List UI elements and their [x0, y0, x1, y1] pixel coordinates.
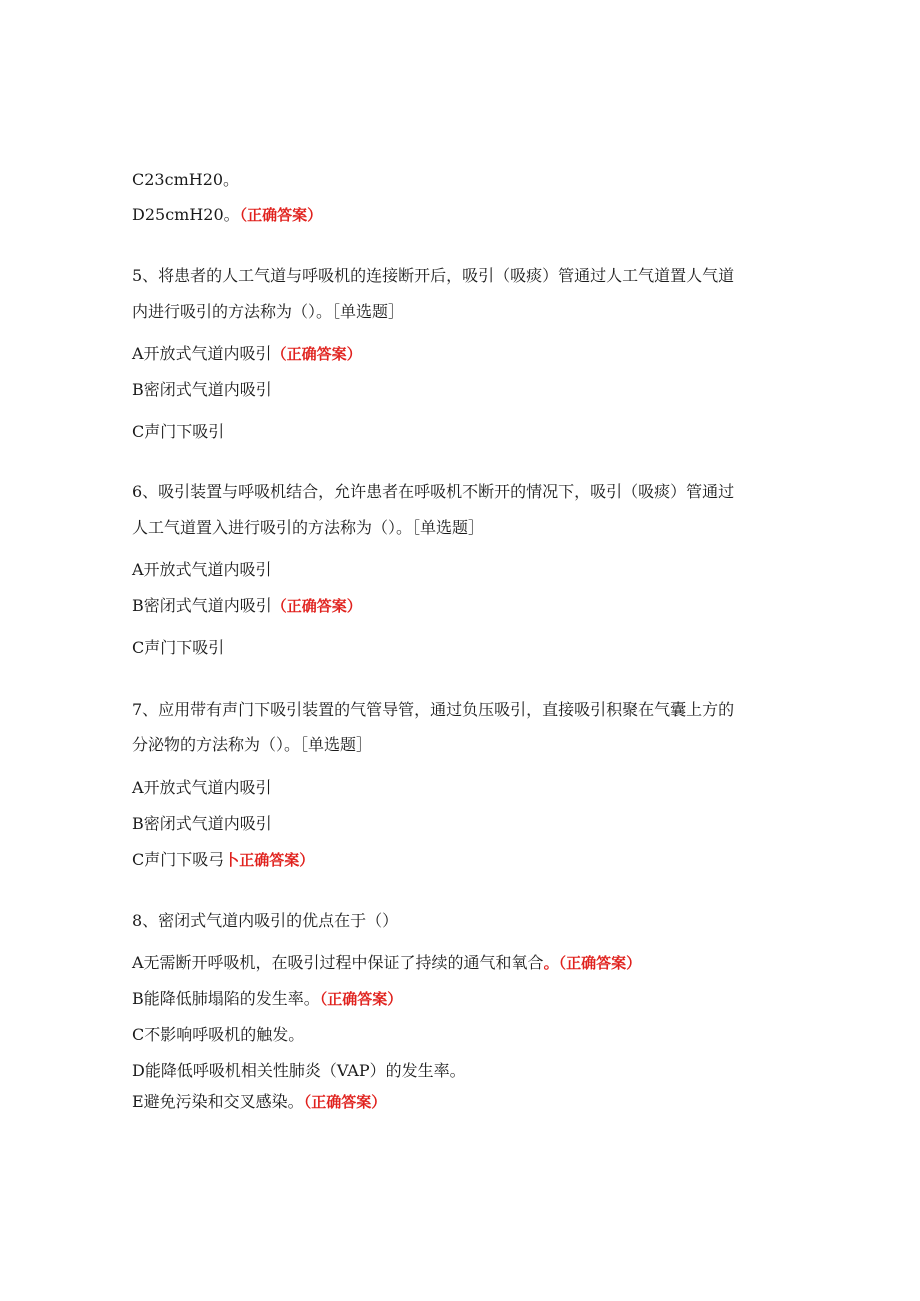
correct-answer-mark: 。（正确答案）: [543, 954, 642, 972]
correct-answer-mark: （正确答案）: [303, 1093, 387, 1111]
q8-option-b: [132, 989, 402, 1009]
option-text: D25cmH20。: [132, 205, 240, 224]
q7-option-b: [132, 814, 272, 834]
q7-option-c: [132, 850, 314, 870]
option-text: A开放式气道内吸引: [132, 344, 272, 363]
q6-option-b: [132, 596, 362, 616]
option-text: B能降低肺塌陷的发生率。: [132, 989, 320, 1008]
option-text: E避免污染和交叉感染。: [132, 1092, 304, 1111]
option-text: C23cmH20。: [132, 170, 240, 189]
q5-stem-line-1: 5、将患者的人工气道与呼吸机的连接断开后，吸引（吸痰）管通过人工气道置人气道: [132, 266, 735, 285]
q7-stem-line-2: 分泌物的方法称为（）。［单选题］: [132, 735, 373, 754]
option-text: B密闭式气道内吸引: [132, 596, 272, 615]
q6-option-a: [132, 560, 272, 580]
correct-answer-mark: （正确答案）: [319, 990, 403, 1008]
q6-stem-line-1: 6、吸引装置与呼吸机结合，允许患者在呼吸机不断开的情况下，吸引（吸痰）管通过: [132, 482, 735, 501]
correct-answer-mark: （正确答案）: [239, 206, 323, 224]
q8-option-a: [132, 953, 641, 973]
q8-option-c: [132, 1025, 304, 1045]
q5-option-a: [132, 344, 362, 364]
option-text: A开放式气道内吸引: [132, 778, 272, 797]
option-text: C声门下吸引: [132, 638, 225, 657]
option-text: A开放式气道内吸引: [132, 560, 272, 579]
q5-stem-line-2: 内进行吸引的方法称为（）。［单选题］: [132, 302, 405, 321]
option-text: C不影响呼吸机的触发。: [132, 1025, 305, 1044]
correct-answer-mark: （正确答案）: [271, 345, 362, 363]
correct-answer-mark: （正确答案）: [271, 597, 362, 615]
correct-answer-mark: 卜正确答案）: [224, 851, 315, 869]
option-text: B密闭式气道内吸引: [132, 380, 272, 399]
q6-stem-line-2: 人工气道置入进行吸引的方法称为（）。［单选题］: [132, 518, 485, 537]
q6-option-c: [132, 638, 224, 658]
q5-option-b: [132, 380, 272, 400]
q8-stem: 8、密闭式气道内吸引的优点在于（）: [132, 911, 399, 930]
q5-option-c: [132, 422, 224, 442]
option-text: C声门下吸弓: [132, 850, 225, 869]
option-text: D能降低呼吸机相关性肺炎（VAP）的发生率。: [132, 1061, 466, 1080]
q4-option-d: [132, 205, 322, 225]
q7-stem-line-1: 7、应用带有声门下吸引装置的气管导管，通过负压吸引，直接吸引积聚在气囊上方的: [132, 700, 735, 719]
option-text: B密闭式气道内吸引: [132, 814, 272, 833]
option-text: C声门下吸引: [132, 422, 225, 441]
q4-option-c: [132, 170, 239, 190]
q8-option-e: [132, 1092, 386, 1112]
q7-option-a: [132, 778, 272, 798]
q8-option-d: [132, 1061, 466, 1081]
option-text: A无需断开呼吸机，在吸引过程中保证了持续的通气和氧合: [132, 953, 544, 972]
